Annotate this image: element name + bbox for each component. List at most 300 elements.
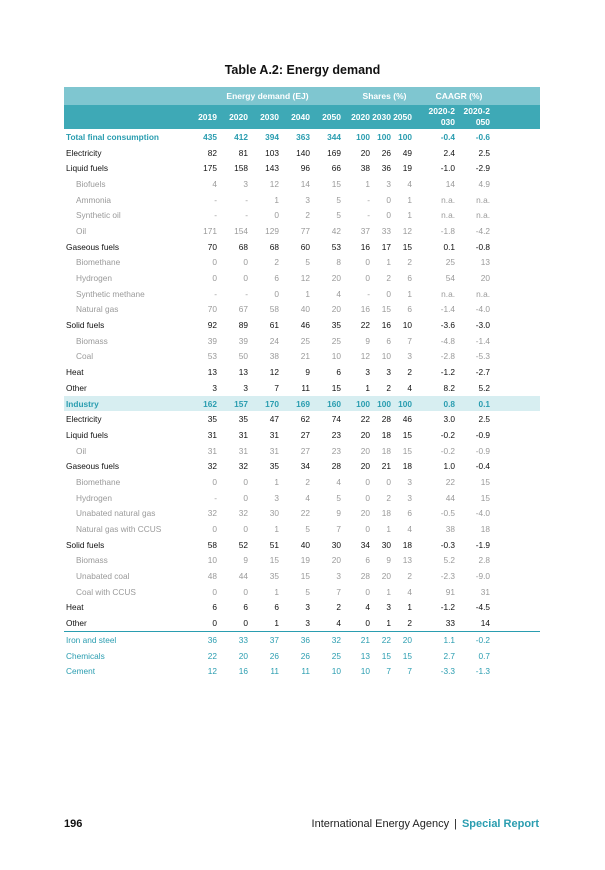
row-label: Unabated coal bbox=[76, 571, 130, 582]
energy-demand-cell: 35 bbox=[269, 571, 279, 582]
table-row bbox=[64, 474, 540, 490]
table-row bbox=[64, 380, 540, 396]
col-header: 2020 bbox=[229, 112, 248, 122]
cagr-cell: -0.9 bbox=[475, 429, 490, 440]
cagr-cell: 15 bbox=[480, 476, 490, 487]
table-row bbox=[64, 568, 540, 584]
energy-demand-cell: 28 bbox=[331, 461, 341, 472]
share-cell: 3 bbox=[365, 367, 370, 378]
cagr-cell: -1.4 bbox=[475, 335, 490, 346]
share-cell: 1 bbox=[407, 288, 412, 299]
energy-demand-cell: 20 bbox=[331, 273, 341, 284]
table-title: Table A.2: Energy demand bbox=[224, 63, 381, 77]
share-cell: 33 bbox=[381, 225, 391, 236]
cagr-cell: -3.0 bbox=[475, 320, 490, 331]
energy-demand-cell: 39 bbox=[238, 335, 248, 346]
share-cell: 0 bbox=[365, 273, 370, 284]
energy-demand-cell: 3 bbox=[243, 382, 248, 393]
share-cell: 28 bbox=[360, 571, 370, 582]
table-row bbox=[64, 364, 540, 380]
cagr-cell: -2.7 bbox=[475, 367, 490, 378]
energy-demand-cell: 1 bbox=[274, 586, 279, 597]
row-label: Coal with CCUS bbox=[76, 586, 136, 597]
energy-demand-cell: 9 bbox=[305, 367, 310, 378]
energy-demand-cell: 3 bbox=[305, 618, 310, 629]
energy-demand-cell: 175 bbox=[203, 163, 217, 174]
report-name: Special Report bbox=[461, 818, 539, 830]
cagr-cell: 14 bbox=[445, 178, 455, 189]
share-cell: 21 bbox=[381, 461, 391, 472]
cagr-cell: -0.4 bbox=[475, 461, 490, 472]
row-label: Electricity bbox=[66, 414, 102, 425]
col-header: 2019 bbox=[198, 112, 217, 122]
energy-demand-cell: 68 bbox=[238, 241, 248, 252]
energy-demand-cell: 20 bbox=[331, 555, 341, 566]
share-cell: 37 bbox=[360, 225, 370, 236]
cagr-cell: -1.8 bbox=[440, 225, 455, 236]
cagr-cell: 15 bbox=[480, 492, 490, 503]
energy-demand-cell: 32 bbox=[331, 634, 341, 645]
footer-separator: | bbox=[454, 818, 457, 830]
cagr-cell: 0.8 bbox=[443, 398, 455, 409]
row-label: Solid fuels bbox=[66, 539, 105, 550]
table-row bbox=[64, 600, 540, 616]
cagr-cell: n.a. bbox=[441, 288, 455, 299]
energy-demand-cell: 12 bbox=[269, 178, 279, 189]
share-cell: 20 bbox=[360, 429, 370, 440]
energy-demand-cell: 0 bbox=[243, 524, 248, 535]
energy-demand-cell: 5 bbox=[305, 586, 310, 597]
energy-demand-cell: 15 bbox=[331, 178, 341, 189]
energy-demand-cell: - bbox=[214, 492, 217, 503]
energy-demand-cell: 169 bbox=[327, 147, 341, 158]
energy-demand-cell: 51 bbox=[269, 539, 279, 550]
energy-demand-cell: 0 bbox=[243, 476, 248, 487]
energy-demand-cell: 2 bbox=[336, 602, 341, 613]
row-label: Biomass bbox=[76, 555, 108, 566]
energy-demand-cell: - bbox=[245, 210, 248, 221]
row-label: Other bbox=[66, 382, 87, 393]
cagr-cell: -2.9 bbox=[475, 163, 490, 174]
energy-demand-cell: 140 bbox=[296, 147, 310, 158]
energy-demand-cell: 0 bbox=[243, 273, 248, 284]
cagr-cell: n.a. bbox=[476, 210, 490, 221]
energy-demand-cell: 4 bbox=[336, 288, 341, 299]
cagr-cell: 25 bbox=[445, 257, 455, 268]
cagr-group-header: CAAGR (%) bbox=[435, 91, 483, 101]
energy-demand-cell: 60 bbox=[300, 241, 310, 252]
share-cell: 0 bbox=[386, 194, 391, 205]
cagr-cell: -9.0 bbox=[475, 571, 490, 582]
energy-demand-cell: 31 bbox=[269, 445, 279, 456]
row-label: Biomass bbox=[76, 335, 108, 346]
share-cell: 4 bbox=[407, 586, 412, 597]
share-cell: 1 bbox=[407, 602, 412, 613]
energy-demand-cell: 14 bbox=[300, 178, 310, 189]
energy-demand-cell: - bbox=[214, 288, 217, 299]
energy-demand-cell: 33 bbox=[238, 634, 248, 645]
share-cell: 4 bbox=[407, 382, 412, 393]
cagr-cell: n.a. bbox=[441, 194, 455, 205]
cagr-cell: -0.2 bbox=[440, 429, 455, 440]
energy-demand-cell: 35 bbox=[269, 461, 279, 472]
share-cell: 9 bbox=[365, 335, 370, 346]
energy-demand-cell: 4 bbox=[336, 476, 341, 487]
share-cell: 22 bbox=[360, 414, 370, 425]
energy-demand-cell: 103 bbox=[265, 147, 279, 158]
row-label: Electricity bbox=[66, 147, 102, 158]
energy-demand-cell: 36 bbox=[300, 634, 310, 645]
share-cell: 100 bbox=[377, 398, 391, 409]
table-row bbox=[64, 663, 540, 679]
energy-demand-cell: 4 bbox=[212, 178, 217, 189]
energy-demand-cell: 27 bbox=[300, 429, 310, 440]
shares-group-header: Shares (%) bbox=[362, 91, 407, 101]
share-cell: 0 bbox=[365, 492, 370, 503]
energy-demand-cell: 0 bbox=[212, 618, 217, 629]
share-cell: 1 bbox=[407, 194, 412, 205]
share-cell: 6 bbox=[386, 335, 391, 346]
share-cell: 10 bbox=[381, 351, 391, 362]
cagr-cell: 44 bbox=[445, 492, 455, 503]
energy-demand-cell: 2 bbox=[305, 476, 310, 487]
energy-demand-cell: 30 bbox=[269, 508, 279, 519]
share-cell: 49 bbox=[402, 147, 412, 158]
energy-demand-cell: 89 bbox=[238, 320, 248, 331]
energy-demand-cell: 0 bbox=[212, 524, 217, 535]
energy-demand-cell: 58 bbox=[207, 539, 217, 550]
energy-demand-cell: 0 bbox=[243, 492, 248, 503]
share-cell: 36 bbox=[381, 163, 391, 174]
energy-demand-cell: 46 bbox=[300, 320, 310, 331]
energy-demand-cell: 53 bbox=[207, 351, 217, 362]
row-label: Synthetic oil bbox=[76, 210, 121, 221]
share-cell: 2 bbox=[386, 492, 391, 503]
share-cell: 0 bbox=[365, 586, 370, 597]
energy-demand-cell: 25 bbox=[331, 650, 341, 661]
energy-demand-cell: 143 bbox=[265, 163, 279, 174]
energy-demand-cell: 36 bbox=[207, 634, 217, 645]
energy-demand-cell: 1 bbox=[305, 288, 310, 299]
energy-demand-cell: 15 bbox=[331, 382, 341, 393]
share-cell: 100 bbox=[377, 131, 391, 142]
cagr-col-1-label: 2020-2030 bbox=[428, 106, 455, 127]
share-cell: 2 bbox=[386, 382, 391, 393]
share-cell: 100 bbox=[398, 131, 412, 142]
share-cell: 1 bbox=[407, 210, 412, 221]
energy-demand-cell: 7 bbox=[274, 382, 279, 393]
energy-demand-cell: 162 bbox=[203, 398, 217, 409]
energy-demand-cell: 154 bbox=[234, 225, 248, 236]
row-label: Ammonia bbox=[76, 194, 112, 205]
energy-demand-cell: 25 bbox=[331, 335, 341, 346]
energy-demand-cell: 35 bbox=[207, 414, 217, 425]
energy-demand-cell: 20 bbox=[331, 304, 341, 315]
cagr-cell: -4.2 bbox=[475, 225, 490, 236]
table-row bbox=[64, 584, 540, 600]
share-cell: 0 bbox=[365, 524, 370, 535]
energy-demand-cell: 31 bbox=[207, 429, 217, 440]
energy-demand-cell: 39 bbox=[207, 335, 217, 346]
energy-demand-cell: 53 bbox=[331, 241, 341, 252]
energy-demand-cell: 3 bbox=[274, 492, 279, 503]
energy-demand-cell: 3 bbox=[243, 178, 248, 189]
energy-demand-cell: 394 bbox=[265, 131, 279, 142]
table-row bbox=[64, 396, 540, 412]
energy-demand-cell: 435 bbox=[203, 131, 217, 142]
energy-demand-cell: 24 bbox=[269, 335, 279, 346]
row-label: Hydrogen bbox=[76, 492, 112, 503]
cagr-col-2-label: 2020-2050 bbox=[463, 106, 490, 127]
energy-demand-cell: 0 bbox=[212, 273, 217, 284]
energy-demand-cell: 3 bbox=[305, 194, 310, 205]
energy-demand-cell: 0 bbox=[243, 257, 248, 268]
share-cell: 100 bbox=[398, 398, 412, 409]
share-cell: 0 bbox=[386, 210, 391, 221]
energy-demand-cell: 48 bbox=[207, 571, 217, 582]
energy-demand-cell: 0 bbox=[212, 586, 217, 597]
cagr-cell: 1.1 bbox=[443, 634, 455, 645]
energy-demand-cell: 40 bbox=[300, 304, 310, 315]
energy-demand-cell: 0 bbox=[212, 257, 217, 268]
cagr-cell: 54 bbox=[445, 273, 455, 284]
cagr-cell: -1.9 bbox=[475, 539, 490, 550]
energy-demand-cell: 13 bbox=[207, 367, 217, 378]
energy-demand-cell: - bbox=[245, 288, 248, 299]
energy-demand-cell: 129 bbox=[265, 225, 279, 236]
table-header-years bbox=[64, 105, 540, 129]
share-cell: 12 bbox=[402, 225, 412, 236]
col-header: 2030 bbox=[372, 112, 391, 122]
share-cell: 16 bbox=[360, 241, 370, 252]
energy-demand-cell: 20 bbox=[238, 650, 248, 661]
energy-demand-cell: 30 bbox=[331, 539, 341, 550]
share-cell: 2 bbox=[407, 257, 412, 268]
energy-demand-cell: 35 bbox=[331, 320, 341, 331]
energy-demand-cell: 4 bbox=[305, 492, 310, 503]
energy-demand-group-header: Energy demand (EJ) bbox=[226, 91, 309, 101]
share-cell: 20 bbox=[360, 508, 370, 519]
table-row bbox=[64, 490, 540, 506]
share-cell: 18 bbox=[381, 508, 391, 519]
energy-demand-cell: - bbox=[245, 194, 248, 205]
table-row bbox=[64, 506, 540, 522]
cagr-cell: 4.9 bbox=[478, 178, 490, 189]
share-cell: 13 bbox=[360, 650, 370, 661]
energy-demand-cell: 22 bbox=[300, 508, 310, 519]
cagr-cell: 22 bbox=[445, 476, 455, 487]
energy-demand-cell: 96 bbox=[300, 163, 310, 174]
energy-demand-cell: 3 bbox=[212, 382, 217, 393]
cagr-cell: n.a. bbox=[476, 194, 490, 205]
energy-demand-cell: 16 bbox=[238, 666, 248, 677]
energy-demand-cell: 0 bbox=[274, 210, 279, 221]
energy-demand-cell: 169 bbox=[296, 398, 310, 409]
energy-demand-cell: 25 bbox=[300, 335, 310, 346]
energy-demand-cell: 26 bbox=[269, 650, 279, 661]
energy-demand-cell: 77 bbox=[300, 225, 310, 236]
share-cell: 20 bbox=[381, 571, 391, 582]
energy-demand-cell: 10 bbox=[331, 351, 341, 362]
table-row bbox=[64, 255, 540, 271]
energy-demand-cell: 50 bbox=[238, 351, 248, 362]
energy-demand-cell: 2 bbox=[274, 257, 279, 268]
cagr-cell: 8.2 bbox=[443, 382, 455, 393]
table-row bbox=[64, 333, 540, 349]
cagr-cell: -5.3 bbox=[475, 351, 490, 362]
share-cell: 7 bbox=[407, 666, 412, 677]
table-row bbox=[64, 302, 540, 318]
cagr-cell: -3.3 bbox=[440, 666, 455, 677]
share-cell: 4 bbox=[365, 602, 370, 613]
energy-demand-cell: 6 bbox=[336, 367, 341, 378]
share-cell: 1 bbox=[386, 524, 391, 535]
energy-demand-cell: 8 bbox=[336, 257, 341, 268]
energy-demand-cell: 67 bbox=[238, 304, 248, 315]
energy-demand-cell: 11 bbox=[270, 666, 279, 677]
energy-demand-cell: 6 bbox=[243, 602, 248, 613]
cagr-cell: -0.8 bbox=[475, 241, 490, 252]
cagr-cell: 91 bbox=[445, 586, 455, 597]
energy-demand-cell: 5 bbox=[336, 194, 341, 205]
energy-demand-cell: 5 bbox=[336, 210, 341, 221]
table-row bbox=[64, 631, 540, 648]
share-cell: 21 bbox=[360, 634, 370, 645]
table-row bbox=[64, 317, 540, 333]
energy-demand-cell: 4 bbox=[336, 618, 341, 629]
table-row bbox=[64, 145, 540, 161]
cagr-cell: 0.7 bbox=[478, 650, 490, 661]
cagr-cell: 2.8 bbox=[478, 555, 490, 566]
table-body bbox=[64, 129, 540, 679]
table-row bbox=[64, 537, 540, 553]
energy-demand-cell: 5 bbox=[336, 492, 341, 503]
cagr-cell: 3.0 bbox=[443, 414, 455, 425]
energy-demand-cell: 12 bbox=[207, 666, 217, 677]
share-cell: - bbox=[367, 210, 370, 221]
table-row bbox=[64, 648, 540, 664]
share-cell: 1 bbox=[386, 257, 391, 268]
table-row bbox=[64, 129, 540, 145]
energy-demand-cell: 15 bbox=[300, 571, 310, 582]
footer-credit bbox=[312, 818, 539, 830]
table-row bbox=[64, 443, 540, 459]
energy-demand-cell: 52 bbox=[238, 539, 248, 550]
share-cell: 18 bbox=[402, 461, 412, 472]
share-cell: 38 bbox=[360, 163, 370, 174]
energy-demand-cell: 61 bbox=[269, 320, 279, 331]
cagr-cell: 5.2 bbox=[443, 555, 455, 566]
energy-demand-cell: 92 bbox=[207, 320, 217, 331]
energy-demand-cell: 70 bbox=[207, 304, 217, 315]
energy-demand-cell: 23 bbox=[331, 429, 341, 440]
share-cell: 10 bbox=[402, 320, 412, 331]
row-label: Iron and steel bbox=[66, 634, 117, 645]
energy-demand-cell: 27 bbox=[300, 445, 310, 456]
cagr-cell: 1.0 bbox=[443, 461, 455, 472]
energy-demand-cell: 1 bbox=[274, 524, 279, 535]
share-cell: 20 bbox=[360, 461, 370, 472]
energy-demand-cell: 363 bbox=[296, 131, 310, 142]
share-cell: 16 bbox=[381, 320, 391, 331]
energy-demand-cell: 31 bbox=[207, 445, 217, 456]
row-label: Liquid fuels bbox=[66, 429, 108, 440]
col-header: 2020 bbox=[351, 112, 370, 122]
row-label: Hydrogen bbox=[76, 273, 112, 284]
cagr-cell: 33 bbox=[445, 618, 455, 629]
energy-demand-cell: 9 bbox=[243, 555, 248, 566]
col-header: 2040 bbox=[291, 112, 310, 122]
row-label: Other bbox=[66, 618, 87, 629]
energy-demand-cell: 38 bbox=[269, 351, 279, 362]
cagr-cell: 2.7 bbox=[443, 650, 455, 661]
cagr-cell: -0.4 bbox=[440, 131, 455, 142]
cagr-cell: -4.8 bbox=[440, 335, 455, 346]
share-cell: 15 bbox=[402, 429, 412, 440]
row-label: Liquid fuels bbox=[66, 163, 108, 174]
table-row bbox=[64, 223, 540, 239]
share-cell: 1 bbox=[365, 382, 370, 393]
cagr-cell: -1.0 bbox=[440, 163, 455, 174]
share-cell: 6 bbox=[365, 555, 370, 566]
energy-demand-cell: 3 bbox=[336, 571, 341, 582]
share-cell: 18 bbox=[402, 539, 412, 550]
energy-demand-cell: 26 bbox=[300, 650, 310, 661]
row-label: Biofuels bbox=[76, 178, 106, 189]
cagr-cell: -2.8 bbox=[440, 351, 455, 362]
energy-demand-cell: 11 bbox=[301, 382, 310, 393]
cagr-cell: -0.5 bbox=[440, 508, 455, 519]
share-cell: 0 bbox=[386, 476, 391, 487]
energy-demand-cell: 2 bbox=[305, 210, 310, 221]
cagr-cell: 38 bbox=[445, 524, 455, 535]
cagr-cell: 2.5 bbox=[478, 414, 490, 425]
share-cell: 16 bbox=[360, 304, 370, 315]
share-cell: 3 bbox=[386, 602, 391, 613]
share-cell: 34 bbox=[360, 539, 370, 550]
row-label: Heat bbox=[66, 602, 84, 613]
share-cell: - bbox=[367, 288, 370, 299]
table-row bbox=[64, 458, 540, 474]
table-row bbox=[64, 521, 540, 537]
share-cell: 4 bbox=[407, 524, 412, 535]
row-label: Biomethane bbox=[76, 257, 121, 268]
cagr-cell: -2.3 bbox=[440, 571, 455, 582]
cagr-cell: 31 bbox=[480, 586, 490, 597]
energy-demand-cell: 10 bbox=[207, 555, 217, 566]
energy-demand-cell: 1 bbox=[274, 618, 279, 629]
share-cell: 2 bbox=[407, 571, 412, 582]
share-cell: 13 bbox=[402, 555, 412, 566]
cagr-cell: -1.4 bbox=[440, 304, 455, 315]
energy-demand-cell: 40 bbox=[300, 539, 310, 550]
table-row bbox=[64, 427, 540, 443]
energy-demand-cell: 9 bbox=[336, 508, 341, 519]
cagr-cell: 14 bbox=[480, 618, 490, 629]
energy-demand-cell: 7 bbox=[336, 586, 341, 597]
energy-demand-cell: 11 bbox=[301, 666, 310, 677]
row-label: Synthetic methane bbox=[76, 288, 145, 299]
table-row bbox=[64, 286, 540, 302]
row-label: Biomethane bbox=[76, 476, 121, 487]
share-cell: 0 bbox=[386, 288, 391, 299]
share-cell: 15 bbox=[402, 241, 412, 252]
share-cell: 100 bbox=[356, 131, 370, 142]
share-cell: 3 bbox=[407, 476, 412, 487]
row-label: Heat bbox=[66, 367, 84, 378]
cagr-cell: -1.2 bbox=[440, 367, 455, 378]
energy-demand-cell: 6 bbox=[212, 602, 217, 613]
